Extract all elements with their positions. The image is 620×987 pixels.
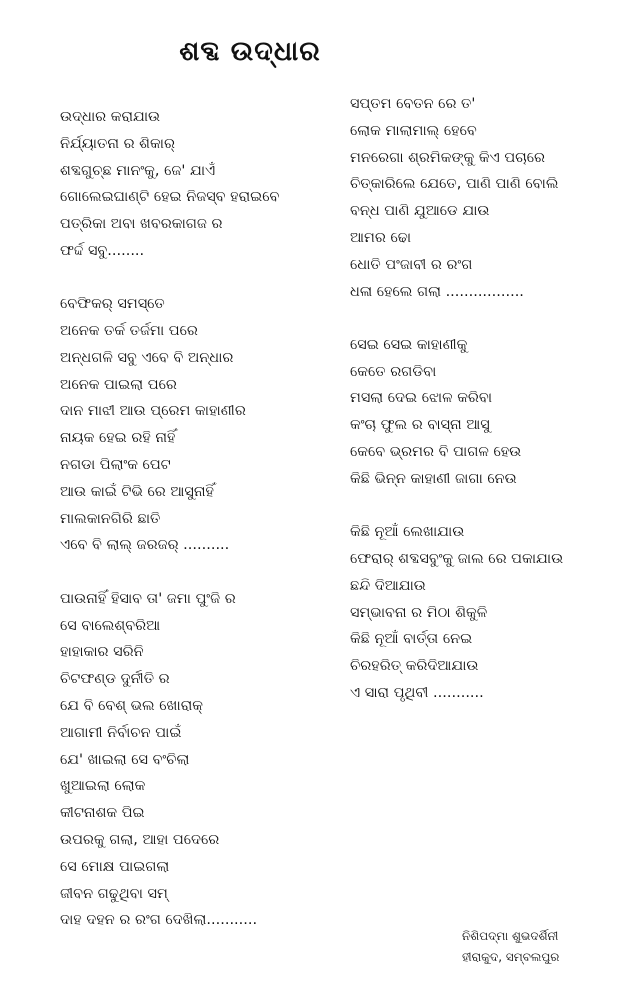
poem-line: ସେଇ ସେଇ କାହାଣୀକୁ <box>350 336 468 353</box>
poem-line: ଶବ୍ଦଗୁଚ୍ଛ ମାନଂକୁ, ଜେ' ଯାଏଁ <box>60 162 216 179</box>
author-place: ହୀରାକୁଦ, ସମ୍ବଲପୁର <box>462 950 560 964</box>
poem-line: ବନ୍ଧ ପାଣି ଯୁଆଡେ ଯାଉ <box>350 203 490 220</box>
poem-line: କେତେ ରଗଡିବା <box>350 363 437 380</box>
poem-line: ଆଉ କାଇଁ ଟିଭି ରେ ଆସୁନାହିଁ <box>60 483 214 500</box>
poem-line: ମାଲକାନଗିରି ଛାତି <box>60 510 161 527</box>
poem-line: ହାହାକାର ସରିନି <box>60 644 144 661</box>
poem-line: ମନରେଗା ଶ୍ରମିକଙ୍କୁ କିଏ ପଚାରେ <box>350 149 545 166</box>
poem-line: ମସଲା ଦେଇ ଝୋଳ କରିବା <box>350 390 493 407</box>
poem-line: ଛନ୍ଦି ଦିଆଯାଉ <box>350 577 426 594</box>
poem-line: ସମ୍ଭାବନା ର ମିଠା ଶିକୁଳି <box>350 604 488 621</box>
poem-line: ଚିଟଫଣ୍ଡ ଦୁର୍ନୀତି ର <box>60 671 170 688</box>
poem-line: ଧଳା ହେଲେ ଗଲା ................. <box>350 283 524 300</box>
stanza <box>350 519 605 707</box>
poem-line: ସେ ମୋକ୍ଷ ପାଇଗଲା <box>60 858 170 875</box>
poem-line: ସେ ବାଲେଶ୍ବରିଆ <box>60 617 161 634</box>
poem-line: ଜୀବନ ଗଢୁଥିବା ସମ୍ <box>60 885 168 902</box>
poem-line: ନିର୍ଯ୍ୟାତନା ର ଶିକାର୍ <box>60 135 175 152</box>
poem-line: ନାୟକ ହେଇ ରହି ନାହିଁ <box>60 430 176 447</box>
poem-line: ଅନ୍ଧଗଳି ସବୁ ଏବେ ବି ଅନ୍ଧାର <box>60 349 234 366</box>
poem-line: ଆମର ଢୋ <box>350 229 412 246</box>
poem-line: ଏ ସାରା ପୃଥିବୀ ........... <box>350 684 484 701</box>
poem-line: ଏବେ ବି ଲାଲ୍ ଜରଜର୍ .......... <box>60 537 230 554</box>
poem-line: ଲୋକ ମାଲାମାଲ୍ ହେବେ <box>350 122 477 139</box>
poem-line: କିଛି ଭିନ୍ନ କାହାଣୀ ଜାଗା ନେଉ <box>350 470 517 487</box>
right-column <box>350 91 605 733</box>
stanza <box>60 586 330 934</box>
poem-line: ଖୁଆଇଲା ଲୋକ <box>60 778 146 795</box>
stanza <box>60 291 330 559</box>
poem-line: କଂଚା ଫୁଲ ର ବାସ୍ନା ଆସୁ <box>350 417 490 434</box>
stanza <box>60 104 330 265</box>
poem-line: ଫର୍ଦ୍ଦ ସବୁ........ <box>60 242 145 259</box>
poem-line: ଚିତ୍କାରିଲେ ଯେତେ, ପାଣି ପାଣି ବୋଲି <box>350 176 559 193</box>
left-column <box>60 104 330 961</box>
poem-line: କୀଟନାଶକ ପିଇ <box>60 805 145 822</box>
poem-line: ପତ୍ରିକା ଅବା ଖବରକାଗଜ ର <box>60 216 223 233</box>
poem-line: ଉଦ୍ଧାର କରାଯାଉ <box>60 109 161 125</box>
poem-line: ଚିରହରିତ୍ କରିଦିଆଯାଉ <box>350 658 479 675</box>
poem-line: କିଛି ନୂଆଁ ଲେଖାଯାଉ <box>350 524 465 541</box>
author-signature <box>462 926 612 968</box>
poem-line: ଉପରକୁ ଗଲା, ଆହା ପଦେରେ <box>60 831 220 848</box>
stanza <box>350 91 605 305</box>
poem-line: ଯେ' ଖାଇଲା ସେ ବଂଚିଲା <box>60 751 190 768</box>
poem-line: ଦାନ ମାଝୀ ଆଉ ପ୍ରେମ କାହାଣୀର <box>60 403 246 420</box>
author-name: ନିଶିପଦ୍ମା ଶୁଭଦର୍ଶିନୀ <box>462 929 559 943</box>
poem-line: କେବେ ଭ୍ରମର ବି ପାଗଳ ହେଉ <box>350 444 522 461</box>
poem-line: ଅନେକ ପାଇଲା ପରେ <box>60 376 177 393</box>
poem-line: ଆଗାମୀ ନିର୍ବାଚନ ପାଇଁ <box>60 724 182 741</box>
poem-line: ଗୋଲେଇଘାଣ୍ଟି ହେଇ ନିଜସ୍ବ ହରାଇବେ <box>60 189 280 206</box>
poem-line: ବେଫିକର୍ ସମସ୍ତେ <box>60 296 165 313</box>
poem-line: ଫେରାର୍ ଶବ୍ଦସବୁଂକୁ ଜାଲ ରେ ପକାଯାଉ <box>350 550 564 567</box>
poem-line: କିଛି ନୂଆଁ ବାର୍ତ୍ତା ନେଇ <box>350 631 473 648</box>
stanza <box>350 332 605 493</box>
poem-title: ଶବ୍ଦ ଉଦ୍ଧାର <box>179 36 321 67</box>
poem-line: ଧୋତି ପଂଜାବୀ ର ରଂଗ <box>350 256 473 273</box>
poem-line: ସପ୍ତମ ବେତନ ରେ ତ' <box>350 96 476 112</box>
poem-line: ଅନେକ ତର୍କ ତର୍ଜମା ପରେ <box>60 323 198 340</box>
poem-line: ନଗଡା ପିଲାଂକ ପେଟ <box>60 457 171 474</box>
poem-line: ପାଉନାହିଁ ହିସାବ ତା' ଜମା ପୁଂଜି ର <box>60 590 236 607</box>
poem-line: ଦାହ ଦହନ ର ରଂଗ ଦେଖିଲା........... <box>60 912 258 929</box>
poem-line: ଯେ ବି ବେଶ୍ ଭଲ ଖୋରାକ୍ <box>60 697 203 714</box>
